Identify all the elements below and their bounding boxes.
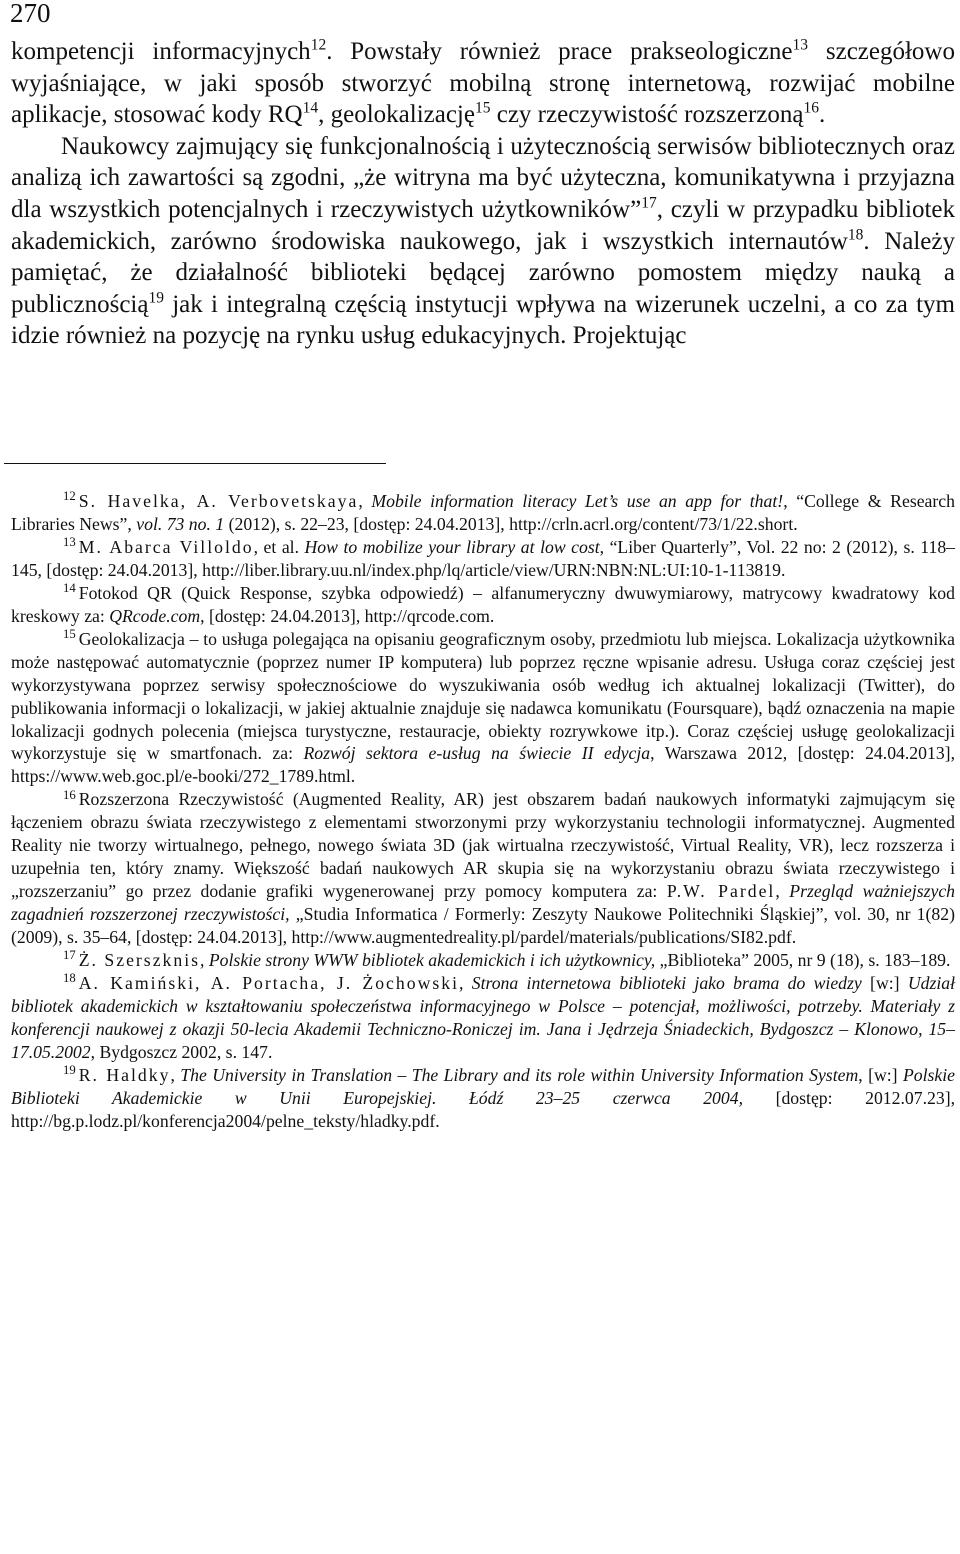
footnote-author: M. Abarca Villoldo bbox=[78, 536, 254, 557]
footnote-text: , bbox=[459, 973, 472, 994]
footnote-text: , “Liber Quarterly”, Vol. 22 no: 2 (2012), s. 118–145, [dostęp: 24.04.2013], http://liber.library.uu.nl/index.php/lq/article/view/URN:NBN:NL:UI:10-1-113819. bbox=[11, 536, 956, 580]
footnote-text: (2012), s. 22–23, [dostęp: 24.04.2013], http://crln.acrl.org/content/73/1/22.short. bbox=[224, 513, 798, 534]
footnotes bbox=[11, 490, 955, 1133]
footnote-number: 15 bbox=[63, 626, 76, 641]
footnote-text: , et al. bbox=[253, 536, 305, 557]
footnote-title: Strona internetowa biblioteki jako brama do wiedzy bbox=[471, 973, 862, 994]
footnote-title: Polskie strony WWW bibliotek akademickich i ich użytkownicy, bbox=[208, 950, 656, 971]
text-run: jak i integralną częścią instytucji wpływa na wizerunek uczelni, a co za tym idzie również na pozycję na rynku usług edukacyjnych. Projektując bbox=[11, 290, 955, 350]
footnote-number: 13 bbox=[63, 535, 76, 550]
footnote-ref-18[interactable]: 18 bbox=[847, 226, 864, 244]
footnote-title: Przegląd ważniejszych zagadnień rozszerzonej rzeczywistości, bbox=[11, 881, 956, 925]
footnote-13 bbox=[11, 536, 955, 582]
footnote-number: 19 bbox=[63, 1062, 76, 1077]
footnote-text: , Bydgoszcz 2002, s. 147. bbox=[90, 1041, 273, 1062]
text-run: . Należy pamiętać, że działalność biblioteki będącej zarówno pomostem między nauką a publicznością bbox=[11, 227, 955, 318]
footnote-text: , Warszawa 2012, [dostęp: 24.04.2013], https://www.web.goc.pl/e-booki/272_1789.html. bbox=[11, 743, 955, 787]
footnote-16 bbox=[11, 788, 955, 949]
footnote-text: Rozszerzona Rzeczywistość (Augmented Reality, AR) jest obszarem badań naukowych informatyki zajmującym się łączeniem obrazu świata rzeczywistego z elementami stworzonymi przy wykorzystaniu technologii informatycznej. Augmented Reality nie tworzy wirtualnego, pełnego, nowego świata 3D (jak wirtualna rzeczywistość, Virtual Reality, VR), lecz rozszerza i uzupełnia ten, który znamy. Większość badań naukowych AR skupia się na wykorzystaniu obrazu świata rzeczywistego i „rozszerzaniu” go przez dodanie grafiki wygenerowanej przy pomocy komputera za: bbox=[11, 789, 955, 902]
footnote-ref-12[interactable]: 12 bbox=[310, 36, 327, 54]
footnote-author: P.W. Pardel bbox=[666, 881, 776, 902]
footnote-title: Polskie Biblioteki Akademickie w Unii Europejskiej. Łódź 23–25 czerwca 2004, bbox=[11, 1064, 956, 1108]
text-run: . Powstały również prace prakseologiczne bbox=[326, 38, 793, 65]
footnote-18 bbox=[11, 972, 955, 1064]
footnote-title: How to mobilize your library at low cost bbox=[304, 536, 600, 557]
paragraph-1 bbox=[11, 36, 955, 131]
text-run: , geolokalizację bbox=[318, 101, 475, 129]
footnote-source: QRcode.com bbox=[109, 605, 201, 626]
footnote-text: , “College & Research Libraries News”, bbox=[11, 491, 955, 534]
footnote-text: , [w:] bbox=[858, 1064, 903, 1085]
footnote-15 bbox=[11, 628, 955, 789]
page-number: 270 bbox=[10, 0, 51, 28]
footnote-author: Ż. Szerszknis bbox=[78, 950, 201, 971]
footnote-text: [dostęp: 2012.07.23], http://bg.p.lodz.pl/konferencja2004/pelne_teksty/hladky.pdf. bbox=[11, 1087, 956, 1131]
footnote-text: , bbox=[200, 950, 209, 971]
footnote-title: Udział bibliotek akademickich w kształtowaniu społeczeństwa informacyjnego w Polsce – potencjał, możliwości, potrzeby. Materiały z konferencji naukowej z okazji 50-lecia Akademii Techniczno-Roniczej im. Jana i Jędrzeja Śniadeckich, Bydgoszcz – Klonowo, 15–17.05.2002 bbox=[11, 973, 956, 1062]
footnote-14 bbox=[11, 582, 955, 628]
footnote-author: R. Haldky bbox=[78, 1064, 171, 1085]
footnote-volume: vol. 73 no. 1 bbox=[136, 513, 225, 534]
footnote-text: „Studia Informatica / Formerly: Zeszyty Naukowe Politechniki Śląskiej”, vol. 30, nr 1(82) (2009), s. 35–64, [dostęp: 24.04.2013], http://www.augmentedreality.pl/pardel/materials/publications/SI82.pdf. bbox=[11, 904, 955, 948]
footnote-ref-14[interactable]: 14 bbox=[302, 99, 319, 117]
footnote-text: Geolokalizacja – to usługa polegająca na opisaniu geograficznym osoby, przedmiotu lub miejsca. Lokalizacja użytkownika może następować automatycznie (poprzez numer IP komputera) lub poprzez ręczne wpisanie adresu. Usługa coraz częściej jest wykorzystywana poprzez serwisy społecznościowe do wyszukiwania osób według ich aktualnej lokalizacji (Twitter), do publikowania informacji o lokalizacji, w jakiej aktualnie znajduje się nadawca komunikatu (Foursquare), bądź oznaczenia na mapie lokalizacji godnych polecenia (miejsca turystyczne, restauracje, obiekty rozrywkowe itp.). Coraz częściej usługę geolokalizacji wykorzystuje się w smartfonach. za: bbox=[11, 628, 955, 764]
footnote-source: Rozwój sektora e-usług na świecie II edycja bbox=[303, 743, 651, 764]
paragraph-2 bbox=[11, 131, 955, 352]
footnote-ref-15[interactable]: 15 bbox=[474, 99, 491, 117]
footnote-number: 16 bbox=[63, 787, 76, 802]
footnote-number: 14 bbox=[63, 580, 76, 595]
footnote-author: A. Kamiński, A. Portacha, J. Żochowski bbox=[78, 973, 460, 994]
footnote-number: 12 bbox=[63, 489, 76, 504]
footnote-number: 18 bbox=[63, 971, 76, 986]
footnote-text: [w:] bbox=[861, 973, 908, 994]
text-run: , czyli w przypadku bibliotek akademickich, zarówno środowiska naukowego, jak i wszystkich internautów bbox=[11, 195, 955, 255]
footnote-17 bbox=[11, 949, 955, 972]
footnote-ref-19[interactable]: 19 bbox=[148, 289, 164, 307]
footnote-ref-13[interactable]: 13 bbox=[792, 36, 809, 54]
footnote-separator bbox=[4, 463, 386, 464]
footnote-12: $^{12}$ S. Havelka, A. Verbovetskaya, Mobile information literacy Let’s use an app for that!, “College & Research Libraries News”, vol. 73 no. 1 (2012), s. 22–23, [dostęp: 24.04.2013], http://crln.acrl.org/content/73/1/22.short. bbox=[11, 489, 955, 534]
footnote-number: 17 bbox=[63, 948, 76, 963]
footnote-author: S. Havelka, A. Verbovetskaya bbox=[78, 491, 359, 511]
text-run: czy rzeczywistość rozszerzoną bbox=[490, 101, 804, 129]
footnote-ref-16[interactable]: 16 bbox=[803, 99, 819, 117]
text-run: . bbox=[819, 101, 826, 129]
footnote-title: The University in Translation – The Library and its role within University Information System bbox=[180, 1064, 859, 1085]
footnote-text: , bbox=[775, 881, 790, 902]
footnote-text: , bbox=[170, 1064, 181, 1085]
footnote-ref-17[interactable]: 17 bbox=[641, 194, 657, 212]
text-run: Naukowcy zajmujący się funkcjonalnością i użytecznością serwisów bibliotecznych oraz analizą ich zawartości są zgodni, „że witryna ma być użyteczna, komunikatywna i przyjazna dla wszystkich potencjalnych i rzeczywistych użytkowników” bbox=[11, 132, 955, 223]
text-run: kompetencji informacyjnych bbox=[11, 38, 311, 65]
text-run: szczegółowo wyjaśniające, w jaki sposób stworzyć mobilną stronę internetową, rozwijać mobilne aplikacje, stosować kody RQ bbox=[11, 38, 955, 129]
footnote-text: , [dostęp: 24.04.2013], http://qrcode.com. bbox=[200, 605, 495, 626]
body-text bbox=[11, 36, 955, 352]
footnote-title: Mobile information literacy Let’s use an app for that! bbox=[371, 491, 784, 511]
footnote-19 bbox=[11, 1064, 955, 1133]
footnote-text: Fotokod QR (Quick Response, szybka odpowiedź) – alfanumeryczny dwuwymiarowy, matrycowy kwadratowy kod kreskowy za: bbox=[11, 582, 955, 626]
footnote-text: „Biblioteka” 2005, nr 9 (18), s. 183–189. bbox=[655, 950, 951, 971]
